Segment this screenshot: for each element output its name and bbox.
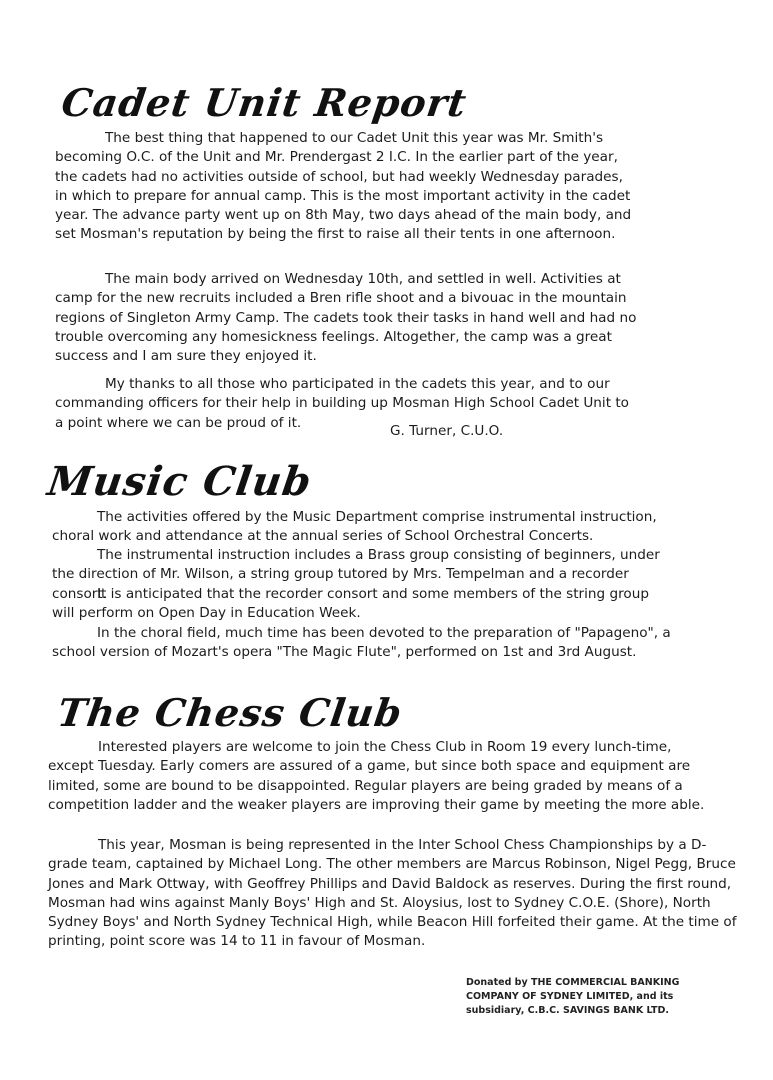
chess-paragraph-1: Interested players are welcome to join the Chess Club in Room 19 every lunch-time, except Tuesday. Early comers are assured of a game, but since both space and equipment are limited, some are bound to be disappointed. Regular players are being graded by means of a competition ladder and the weaker players are improving their game by meeting the more able. bbox=[48, 739, 705, 813]
donor-line-3: subsidiary, C.B.C. SAVINGS BANK LTD. bbox=[466, 1005, 669, 1016]
donor-line-1: Donated by THE COMMERCIAL BANKING bbox=[466, 977, 680, 988]
donor-notice bbox=[466, 976, 679, 1018]
cadet-paragraph-1: The best thing that happened to our Cadet Unit this year was Mr. Smith's becoming O.C. of the Unit and Mr. Prendergast 2 I.C. In the earlier part of the year, the cadets had no activities outside of school, but had weekly Wednesday parades, in which to prepare for annual camp. This is the most important activity in the cadet year. The advance party went up on 8th May, two days ahead of the main body, and set Mosman's reputation by being the first to raise all their tents in one afternoon. bbox=[55, 130, 632, 243]
cadet-signature: G. Turner, C.U.O. bbox=[390, 423, 504, 439]
music-paragraph-4: In the choral field, much time has been devoted to the preparation of "Papageno", a school version of Mozart's opera "The Magic Flute", performed on 1st and 3rd August. bbox=[52, 625, 671, 661]
donor-line-2: COMPANY OF SYDNEY LIMITED, and its bbox=[466, 991, 674, 1002]
cadet-unit-heading: Cadet Unit Report bbox=[58, 80, 470, 125]
music-paragraph-3: It is anticipated that the recorder consort and some members of the string group will perform on Open Day in Education Week. bbox=[52, 586, 649, 622]
chess-paragraph-2: This year, Mosman is being represented in the Inter School Chess Championships by a D-grade team, captained by Michael Long. The other members are Marcus Robinson, Nigel Pegg, Bruce Jones and Mark Ottway, with Geoffrey Phillips and David Baldock as reserves. During the first round, Mosman had wins against Manly Boys' High and St. Aloysius, lost to Sydney C.O.E. (Shore), North Sydney Boys' and North Sydney Technical High, while Beacon Hill forfeited their game. At the time of printing, point score was 14 to 11 in favour of Mosman. bbox=[48, 837, 737, 950]
music-paragraph-1: The activities offered by the Music Department comprise instrumental instruction, choral work and attendance at the annual series of School Orchestral Concerts. bbox=[52, 509, 657, 545]
music-club-heading: Music Club bbox=[44, 458, 315, 505]
cadet-paragraph-3: My thanks to all those who participated in the cadets this year, and to our commanding officers for their help in building up Mosman High School Cadet Unit to a point where we can be proud of it. bbox=[55, 376, 629, 431]
cadet-paragraph-2: The main body arrived on Wednesday 10th, and settled in well. Activities at camp for the new recruits included a Bren rifle shoot and a bivouac in the mountain regions of Singleton Army Camp. The cadets took their tasks in hand well and had no trouble overcoming any homesickness feelings. Altogether, the camp was a great success and I am sure they enjoyed it. bbox=[55, 271, 637, 365]
chess-club-heading: The Chess Club bbox=[54, 690, 406, 735]
music-paragraph-2: The instrumental instruction includes a Brass group consisting of beginners, under the direction of Mr. Wilson, a string group tutored by Mrs. Tempelman and a recorder consort. bbox=[52, 547, 660, 602]
